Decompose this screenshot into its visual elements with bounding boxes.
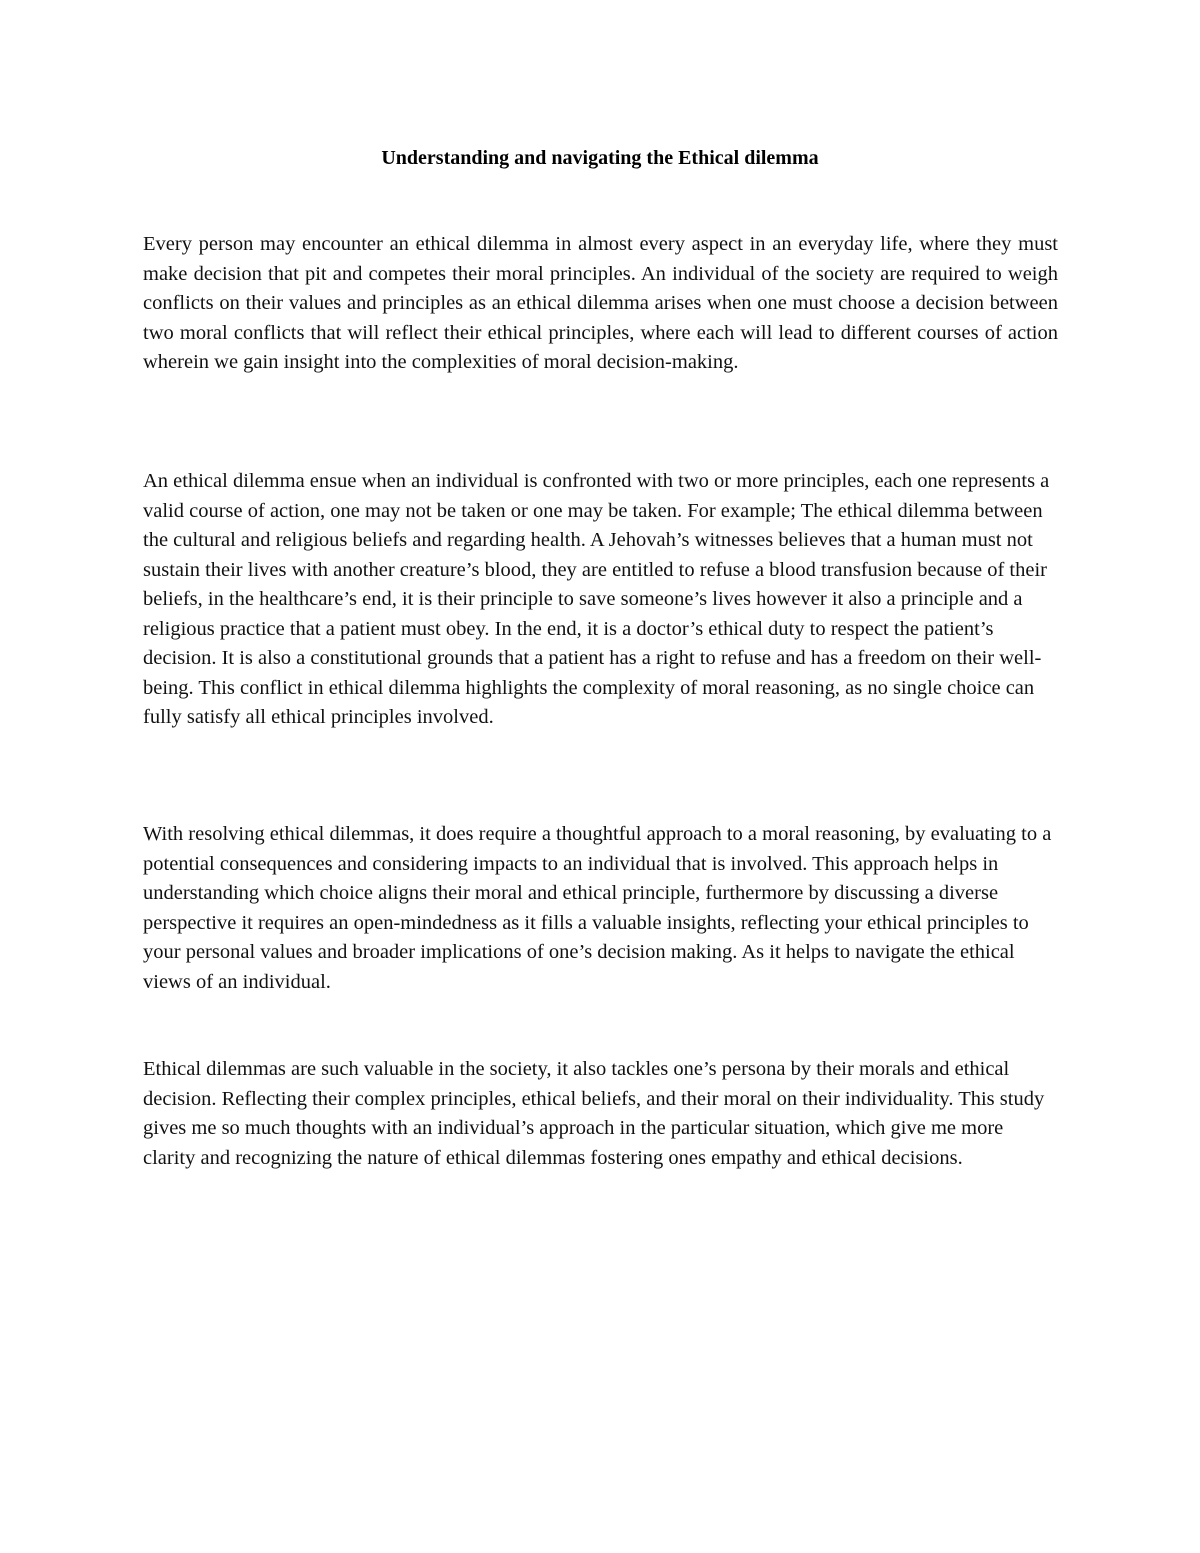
paragraph-resolution: With resolving ethical dilemmas, it does require a thoughtful approach to a moral reasoning, by evaluating to a potential consequences and considering impacts to an individual that is involved. This approach helps in understanding which choice aligns their moral and ethical principle, furthermore by discussing a diverse perspective it requires an open-mindedness as it fills a valuable insights, reflecting your ethical principles to your personal values and broader implications of one’s decision making. As it helps to navigate the ethical views of an individual. (143, 823, 1052, 993)
paragraph-introduction: Every person may encounter an ethical dilemma in almost every aspect in an everyday life, where they must make decision that pit and competes their moral principles. An individual of the society are required to weigh conflicts on their values and principles as an ethical dilemma arises when one must choose a decision between two moral conflicts that will reflect their ethical principles, where each will lead to different courses of action wherein we gain insight into the complexities of moral decision-making. (143, 233, 1058, 373)
paragraph-example: An ethical dilemma ensue when an individual is confronted with two or more principles, each one represents a valid course of action, one may not be taken or one may be taken. For example; The ethical dilemma between the cultural and religious beliefs and regarding health. A Jehovah’s witnesses believes that a human must not sustain their lives with another creature’s blood, they are entitled to refuse a blood transfusion because of their beliefs, in the healthcare’s end, it is their principle to save someone’s lives however it also a principle and a religious practice that a patient must obey. In the end, it is a doctor’s ethical duty to respect the patient’s decision. It is also a constitutional grounds that a patient has a right to refuse and has a freedom on their well-being. This conflict in ethical dilemma highlights the complexity of moral reasoning, as no single choice can fully satisfy all ethical principles involved. (143, 470, 1050, 728)
document-title: Understanding and navigating the Ethical dilemma (381, 147, 819, 169)
paragraph-conclusion: Ethical dilemmas are such valuable in the society, it also tackles one’s persona by their morals and ethical decision. Reflecting their complex principles, ethical beliefs, and their moral on their individuality. This study gives me so much thoughts with an individual’s approach in the particular situation, which give me more clarity and recognizing the nature of ethical dilemmas fostering ones empathy and ethical decisions. (143, 1058, 1045, 1169)
